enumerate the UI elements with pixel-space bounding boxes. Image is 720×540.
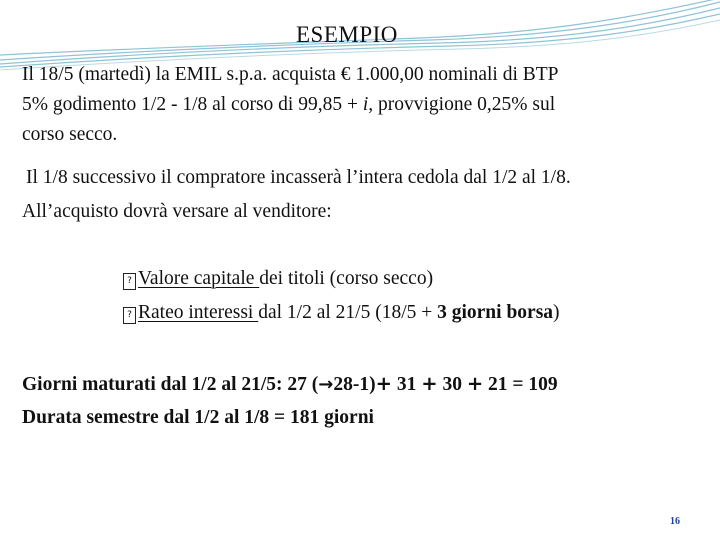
page-number: 16 [670,516,680,527]
plus-sign: + [375,372,392,395]
calc-part: 31 [391,374,422,395]
bullet-marker-icon: ? [123,307,136,324]
paragraph-line-3: corso secco. [22,124,118,145]
plus-sign: + [421,372,438,395]
bullet-text: dei titoli (corso secco) [259,268,434,289]
calc-label: Giorni maturati dal 1/2 al 21/5: 27 ( [22,374,319,395]
bullet-bold-text: 3 giorni borsa [437,302,554,323]
paragraph-line-5: All’acquisto dovrà versare al venditore: [22,201,332,222]
slide-title: ESEMPIO [296,22,398,47]
paragraph-line-2-text: 5% godimento 1/2 - 1/8 al corso di 99,85 + [22,94,363,115]
bullet-underlined-label: Valore capitale [138,268,260,289]
calc-result: 21 = 109 [483,374,558,395]
paragraph-line-4: Il 1/8 successivo il compratore incasserà l’intera cedola dal 1/2 al 1/8. [26,167,571,188]
bullet-marker-icon: ? [123,273,136,290]
bullet-text-end: ) [553,302,560,323]
paragraph-line-2-italic: i, [362,94,374,115]
bullet-item-valore-capitale [123,268,433,290]
bullet-underlined-label: Rateo interessi [138,302,259,323]
calc-part: 28-1) [333,374,376,395]
bullet-text: dal 1/2 al 21/5 (18/5 + [258,302,438,323]
calc-durata-semestre: Durata semestre dal 1/2 al 1/8 = 181 giorni [22,407,374,428]
paragraph-line-2 [22,90,555,120]
right-arrow-icon: → [318,374,334,395]
calc-giorni-maturati [22,372,558,396]
bullet-item-rateo-interessi [123,302,560,324]
plus-sign: + [466,372,484,395]
paragraph-line-2-tail: provvigione 0,25% sul [373,94,556,115]
paragraph-line-1: Il 18/5 (martedì) la EMIL s.p.a. acquista € 1.000,00 nominali di BTP [22,64,559,85]
calc-part: 30 [437,374,467,395]
